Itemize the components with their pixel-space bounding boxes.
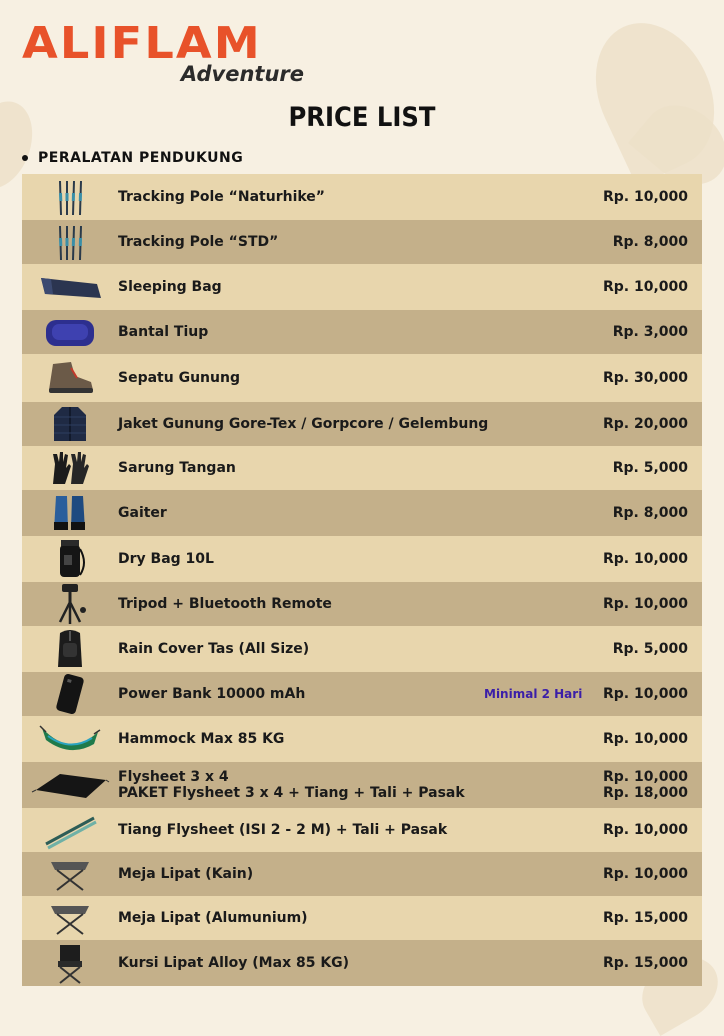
- item-name: [118, 822, 603, 838]
- item-price: [613, 460, 688, 476]
- brand-name: ALIFLAM: [22, 18, 262, 69]
- folding-table-icon: [22, 896, 118, 940]
- dry-bag-icon: [22, 536, 118, 582]
- item-name-text: Tracking Pole “STD”: [118, 234, 613, 250]
- item-price-text: Rp. 10,000: [603, 596, 688, 612]
- power-bank-icon: [22, 672, 118, 716]
- folding-table-icon: [22, 852, 118, 896]
- tripod-icon: [22, 582, 118, 626]
- item-name-text: Sarung Tangan: [118, 460, 613, 476]
- price-row: [22, 354, 702, 402]
- price-row: [22, 626, 702, 672]
- item-name: [118, 955, 603, 971]
- item-price-text: Rp. 3,000: [613, 324, 688, 340]
- flysheet-icon: [22, 762, 118, 808]
- item-name-text: Power Bank 10000 mAh: [118, 686, 603, 702]
- gaiter-icon: [22, 490, 118, 536]
- item-name: [118, 641, 613, 657]
- item-price-text: Rp. 15,000: [603, 955, 688, 971]
- item-name: [118, 370, 603, 386]
- item-price-text: Rp. 8,000: [613, 234, 688, 250]
- item-price-text: Rp. 30,000: [603, 370, 688, 386]
- price-row: [22, 264, 702, 310]
- item-price-text: Rp. 8,000: [613, 505, 688, 521]
- item-price-text: Rp. 20,000: [603, 416, 688, 432]
- item-name: [118, 505, 613, 521]
- price-row: [22, 808, 702, 852]
- item-price-text: Rp. 5,000: [613, 641, 688, 657]
- backpack-cover-icon: [22, 626, 118, 672]
- price-row: [22, 310, 702, 354]
- item-price: [603, 551, 688, 567]
- item-price-text: Rp. 5,000: [613, 460, 688, 476]
- item-note: Minimal 2 Hari: [484, 687, 582, 701]
- item-name: [118, 460, 613, 476]
- item-name-text: Jaket Gunung Gore-Tex / Gorpcore / Gelembung: [118, 416, 603, 432]
- item-name-text: Flysheet 3 x 4: [118, 769, 603, 785]
- item-price-text: Rp. 10,000: [603, 866, 688, 882]
- item-name-text: Kursi Lipat Alloy (Max 85 KG): [118, 955, 603, 971]
- jacket-icon: [22, 402, 118, 446]
- item-name-text: Gaiter: [118, 505, 613, 521]
- item-price: [603, 279, 688, 295]
- item-price-text: Rp. 10,000: [603, 822, 688, 838]
- price-row: [22, 762, 702, 808]
- section-heading: [22, 150, 243, 166]
- item-name-text: Tracking Pole “Naturhike”: [118, 189, 603, 205]
- item-name: [118, 769, 603, 801]
- price-row: [22, 940, 702, 986]
- item-price: [603, 955, 688, 971]
- item-price-text: Rp. 10,000: [603, 551, 688, 567]
- price-table: [22, 174, 702, 986]
- price-row: [22, 490, 702, 536]
- item-name-text: Sleeping Bag: [118, 279, 603, 295]
- item-name: [118, 731, 603, 747]
- item-price: [603, 731, 688, 747]
- item-price-text: Rp. 15,000: [603, 910, 688, 926]
- item-price: [603, 686, 688, 702]
- item-price: [613, 505, 688, 521]
- sleeping-bag-icon: [22, 264, 118, 310]
- item-price-text: Rp. 10,000: [603, 279, 688, 295]
- item-price: [613, 234, 688, 250]
- item-name: [118, 279, 603, 295]
- price-row: [22, 220, 702, 264]
- item-price-text: Rp. 10,000: [603, 686, 688, 702]
- page-title: PRICE LIST: [0, 102, 724, 133]
- brand-tagline: Adventure: [181, 62, 304, 86]
- price-row: [22, 852, 702, 896]
- item-name-text: Hammock Max 85 KG: [118, 731, 603, 747]
- hammock-icon: [22, 716, 118, 762]
- price-row: [22, 896, 702, 940]
- bullet-icon: [22, 155, 28, 161]
- item-price: [603, 416, 688, 432]
- item-name-text: Tiang Flysheet (ISI 2 - 2 M) + Tali + Pasak: [118, 822, 603, 838]
- item-price-text: Rp. 10,000: [603, 189, 688, 205]
- item-price-secondary: Rp. 18,000: [603, 785, 688, 801]
- trekking-pole-icon: [22, 174, 118, 220]
- pillow-icon: [22, 310, 118, 354]
- item-name-text: Dry Bag 10L: [118, 551, 603, 567]
- item-name-text: Meja Lipat (Alumunium): [118, 910, 603, 926]
- item-name: [118, 324, 613, 340]
- item-name: [118, 416, 603, 432]
- folding-chair-icon: [22, 940, 118, 986]
- item-name: [118, 910, 603, 926]
- price-row: [22, 536, 702, 582]
- item-name-text: Meja Lipat (Kain): [118, 866, 603, 882]
- price-row: [22, 582, 702, 626]
- item-price: [603, 189, 688, 205]
- item-price-text: Rp. 10,000: [603, 731, 688, 747]
- item-price: [613, 641, 688, 657]
- item-price: [603, 769, 688, 801]
- item-price: [603, 596, 688, 612]
- tent-pole-icon: [22, 808, 118, 852]
- item-name: [118, 189, 603, 205]
- price-row: [22, 174, 702, 220]
- item-price-text: Rp. 10,000: [603, 769, 688, 785]
- item-name: [118, 234, 613, 250]
- price-row: [22, 402, 702, 446]
- item-name-text: Bantal Tiup: [118, 324, 613, 340]
- trekking-pole-icon: [22, 220, 118, 264]
- item-name: [118, 866, 603, 882]
- price-row: [22, 716, 702, 762]
- item-name-text: Rain Cover Tas (All Size): [118, 641, 613, 657]
- hiking-shoe-icon: [22, 354, 118, 402]
- item-price: [603, 822, 688, 838]
- price-row: [22, 672, 702, 716]
- item-name-text: Sepatu Gunung: [118, 370, 603, 386]
- item-price: [613, 324, 688, 340]
- item-name-secondary: PAKET Flysheet 3 x 4 + Tiang + Tali + Pasak: [118, 785, 603, 801]
- item-price: [603, 866, 688, 882]
- brand-logo: [22, 18, 312, 88]
- gloves-icon: [22, 446, 118, 490]
- item-name-text: Tripod + Bluetooth Remote: [118, 596, 603, 612]
- item-price: [603, 370, 688, 386]
- price-row: [22, 446, 702, 490]
- item-name: [118, 596, 603, 612]
- section-label: PERALATAN PENDUKUNG: [38, 150, 243, 166]
- item-name: [118, 551, 603, 567]
- item-price: [603, 910, 688, 926]
